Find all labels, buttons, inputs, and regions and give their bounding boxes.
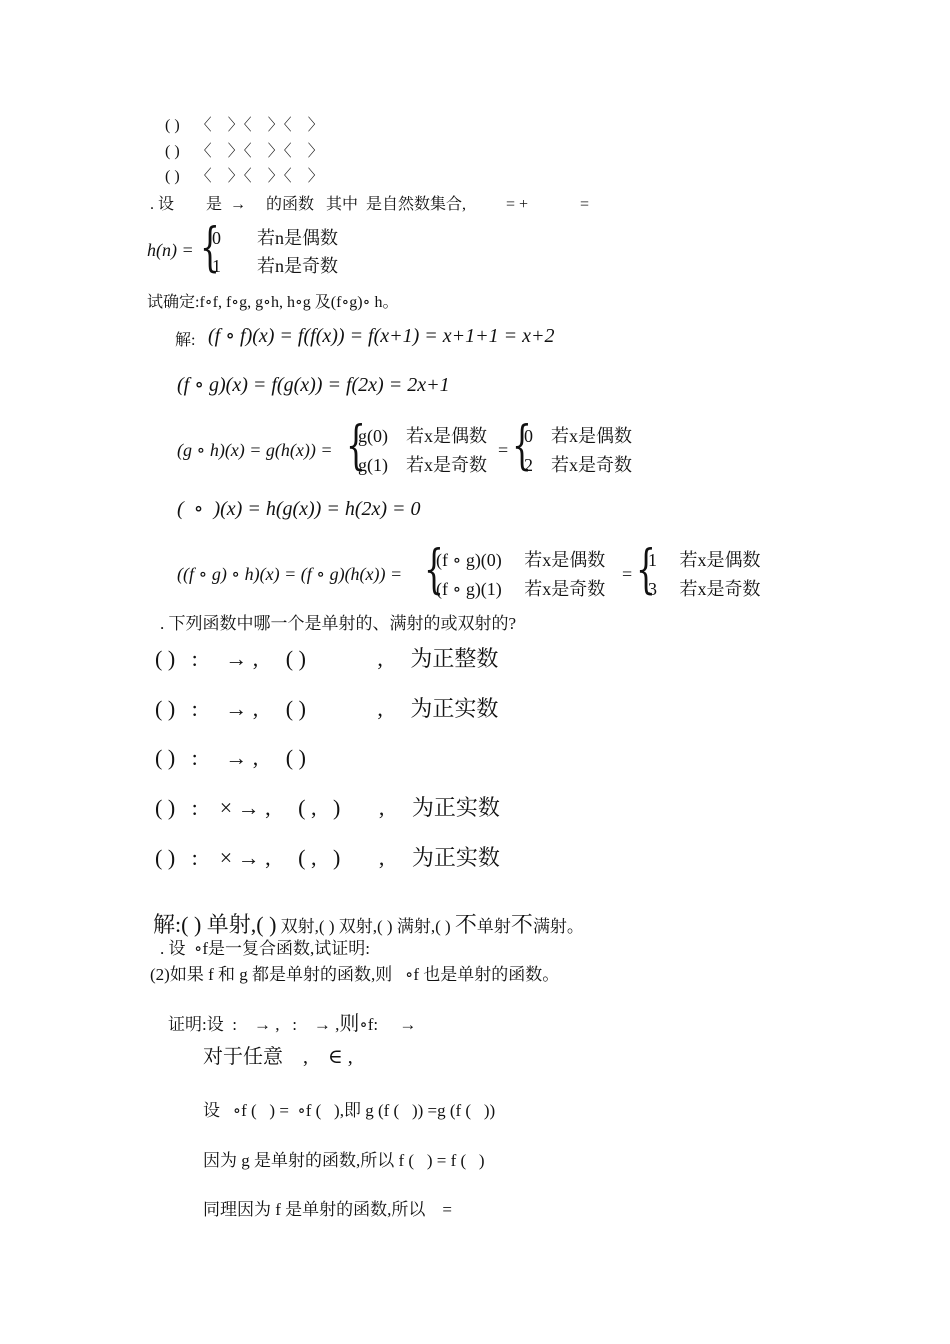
line5-brace-left: { xyxy=(424,540,444,600)
solution-line-1: (f ∘ f)(x) = f(f(x)) = f(x+1) = x+1+1 = x+2 xyxy=(208,325,555,347)
top-row-2: ( ) 〈 〉〈 〉〈 〉 xyxy=(165,143,324,160)
answer-b-a2: 双射,( ) xyxy=(276,917,339,936)
h-def-case-1: 0 若n是偶数 xyxy=(212,228,338,248)
answer-b-a3: 双射,( ) xyxy=(338,917,397,936)
line5-result-1: 1 若x是偶数 xyxy=(648,550,761,570)
proof-line-2: 对于任意 , ∈ , xyxy=(203,1046,353,1068)
item-2: ( ) : → , ( ) , 为正实数 xyxy=(155,696,499,721)
line5-case-1: (f ∘ g)(0) 若x是偶数 xyxy=(436,550,606,570)
line3-brace-right: { xyxy=(512,416,532,476)
answer-b-a5-small1: 单射 xyxy=(476,917,511,936)
h-def-lhs: h(n) = xyxy=(147,240,194,260)
item-3: ( ) : → , ( ) xyxy=(155,745,306,770)
proof-line-4: 因为 g 是单射的函数,所以 f ( ) = f ( ) xyxy=(203,1151,485,1170)
problem-c-statement: . 设 ∘f是一复合函数,试证明: xyxy=(160,939,370,958)
item-5: ( ) : × → , ( , ) , 为正实数 xyxy=(155,845,500,870)
line5-equals: = xyxy=(622,564,633,584)
proof-line-1-b: 则 xyxy=(339,1013,360,1035)
item-1: ( ) : → , ( ) , 为正整数 xyxy=(155,646,499,671)
top-row-1: ( ) 〈 〉〈 〉〈 〉 xyxy=(165,117,324,134)
solution-line-3-lhs: (g ∘ h)(x) = g(h(x)) = xyxy=(177,440,333,460)
line3-case-2: g(1) 若x是奇数 xyxy=(358,455,487,475)
answer-b-a5-small2: 满射。 xyxy=(532,917,584,936)
item-4: ( ) : × → , ( , ) , 为正实数 xyxy=(155,795,500,820)
solution-label: 解: xyxy=(175,332,196,349)
line3-case-1: g(0) 若x是偶数 xyxy=(358,426,487,446)
solution-line-5-lhs: ((f ∘ g) ∘ h)(x) = (f ∘ g)(h(x)) = xyxy=(177,564,403,584)
line5-brace-right: { xyxy=(636,540,656,600)
answer-b-a4: 满射,( ) xyxy=(396,917,455,936)
task-statement: 试确定:f∘f, f∘g, g∘h, h∘g 及(f∘g)∘ h。 xyxy=(147,294,399,311)
h-def-case-2: 1 若n是奇数 xyxy=(212,256,338,276)
proof-line-5: 同理因为 f 是单射的函数,所以 = xyxy=(203,1200,452,1219)
line5-result-2: 3 若x是奇数 xyxy=(648,579,761,599)
answer-b-a5-big2: 不 xyxy=(510,912,533,937)
line3-result-2: 2 若x是奇数 xyxy=(524,455,632,475)
answer-b-prefix: 解:( ) 单射,( ) xyxy=(153,912,277,937)
proof-line-1 xyxy=(160,998,416,1034)
problem-a-statement: . 设 是 → 的函数 其中 是自然数集合, = + = xyxy=(150,196,590,213)
solution-line-4: ( ∘ )(x) = h(g(x)) = h(2x) = 0 xyxy=(177,498,421,520)
line3-brace-left: { xyxy=(346,416,366,476)
proof-line-1-a: 证明:设 : → , : → , xyxy=(168,1015,340,1034)
problem-b-statement: . 下列函数中哪一个是单射的、满射的或双射的? xyxy=(160,614,517,633)
proof-line-1-c: ∘f: → xyxy=(359,1015,417,1034)
proof-line-3: 设 ∘f ( ) = ∘f ( ),即 g (f ( )) =g (f ( )) xyxy=(203,1101,496,1120)
answer-b-a5-big1: 不 xyxy=(454,912,477,937)
problem-c-part-2: (2)如果 f 和 g 都是单射的函数,则 ∘f 也是单射的函数。 xyxy=(150,965,560,984)
solution-line-2: (f ∘ g)(x) = f(g(x)) = f(2x) = 2x+1 xyxy=(177,374,450,396)
answer-b xyxy=(145,898,584,936)
line3-result-1: 0 若x是偶数 xyxy=(524,426,632,446)
h-def-brace: { xyxy=(200,218,220,278)
top-row-3: ( ) 〈 〉〈 〉〈 〉 xyxy=(165,168,324,185)
line3-equals: = xyxy=(498,440,509,460)
line5-case-2: (f ∘ g)(1) 若x是奇数 xyxy=(436,579,606,599)
